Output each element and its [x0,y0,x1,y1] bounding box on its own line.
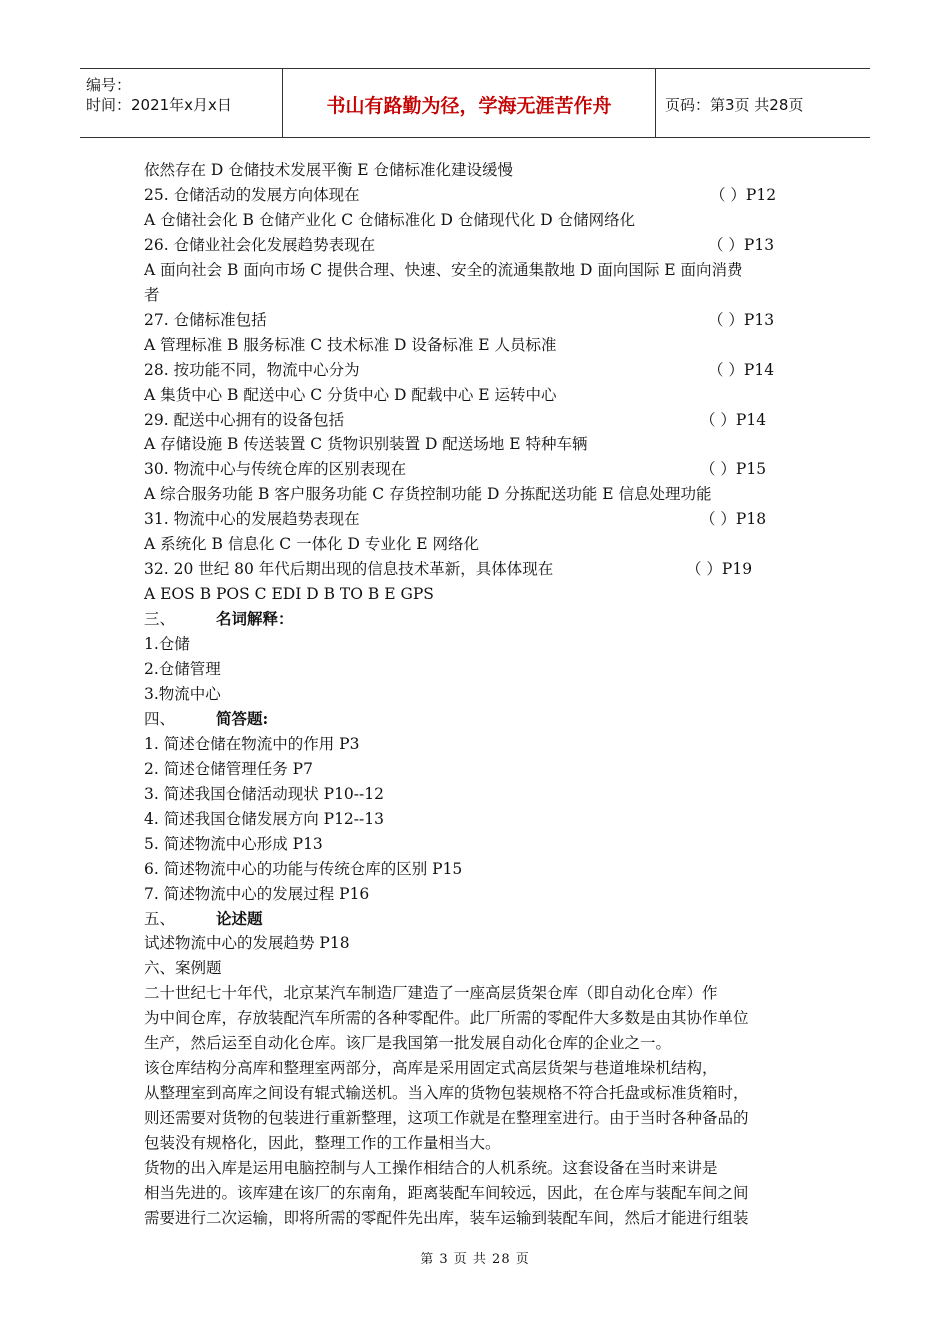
line-text: 5. 简述物流中心形成 P13 [144,835,323,853]
line-text: 27. 仓储标准包括 [144,311,267,329]
answer-page-ref: （ ）P18 [700,510,767,528]
section-heading-text: 简答题: [216,709,269,728]
text-line [144,1083,749,1103]
text-line [144,1033,671,1053]
line-text: 2.仓储管理 [144,660,221,678]
text-line [144,484,712,504]
line-text: 该仓库结构分高库和整理室两部分，高库是采用固定式高层货架与巷道堆垛机结构， [144,1059,718,1077]
text-line [144,160,513,180]
line-text: 25. 仓储活动的发展方向体现在 [144,186,360,204]
text-line [144,335,557,355]
answer-page-ref: （ ）P19 [686,560,753,578]
line-text: 3.物流中心 [144,685,221,703]
page-header [80,68,870,138]
header-motto-cell [282,69,656,137]
line-text: 30. 物流中心与传统仓库的区别表现在 [144,460,407,478]
line-text: 生产，然后运至自动化仓库。该厂是我国第一批发展自动化仓库的企业之一。 [144,1034,672,1052]
text-line [144,1108,749,1128]
line-text: 3. 简述我国仓储活动现状 P10--12 [144,785,384,803]
line-text: 6. 简述物流中心的功能与传统仓库的区别 P15 [144,860,463,878]
header-motto: 书山有路勤为径，学海无涯苦作舟 [326,95,612,117]
line-text: 1.仓储 [144,635,190,653]
text-line [144,459,406,479]
header-page-code: 页码：第3页 共28页 [665,96,804,114]
text-line [144,983,718,1003]
text-line [144,1008,749,1028]
text-line [144,360,360,380]
line-text: A 存储设施 B 传送装置 C 货物识别装置 D 配送场地 E 特种车辆 [144,435,588,453]
line-text: 三、 [144,610,176,628]
header-info-cell [80,69,282,137]
text-line [144,385,557,405]
line-text: 1. 简述仓储在物流中的作用 P3 [144,735,360,753]
text-line [144,210,635,230]
line-text: A 仓储社会化 B 仓储产业化 C 仓储标准化 D 仓储现代化 D 仓储网络化 [144,211,636,229]
line-text: 4. 简述我国仓储发展方向 P12--13 [144,810,384,828]
line-text: 26. 仓储业社会化发展趋势表现在 [144,236,376,254]
document-date-label: 时间：2021年x月x日 [86,96,232,114]
text-line [144,584,434,604]
text-line [144,185,360,205]
line-text: A 集货中心 B 配送中心 C 分货中心 D 配载中心 E 运转中心 [144,386,557,404]
text-line [144,859,462,879]
text-line [144,534,479,554]
answer-page-ref: （ ）P14 [700,411,767,429]
text-line [144,310,267,330]
text-line [144,759,313,779]
line-text: 29. 配送中心拥有的设备包括 [144,411,345,429]
line-text: 者 [144,286,160,304]
text-line [144,933,350,953]
document-number-label: 编号： [86,76,132,94]
text-line [144,434,588,454]
line-text: 六、案例题 [144,959,222,977]
answer-page-ref: （ ）P12 [710,186,777,204]
text-line [144,834,323,854]
text-line [144,509,360,529]
line-text: 则还需要对货物的包装进行重新整理，这项工作就是在整理室进行。由于当时各种备品的 [144,1109,749,1127]
line-text: 32. 20 世纪 80 年代后期出现的信息技术革新，具体体现在 [144,560,554,578]
line-text: A EOS B POS C EDI D B TO B E GPS [144,585,434,603]
text-line [144,659,221,679]
answer-page-ref: （ ）P13 [708,236,775,254]
line-text: A 系统化 B 信息化 C 一体化 D 专业化 E 网络化 [144,535,480,553]
line-text: 货物的出入库是运用电脑控制与人工操作相结合的人机系统。这套设备在当时来讲是 [144,1159,718,1177]
line-text: 相当先进的。该库建在该厂的东南角，距离装配车间较远，因此，在仓库与装配车间之间 [144,1184,749,1202]
text-line [144,1058,718,1078]
answer-page-ref: （ ）P13 [708,311,775,329]
text-line [144,684,221,704]
text-line [144,734,359,754]
text-line [144,884,369,904]
text-line [144,410,344,430]
line-text: 2. 简述仓储管理任务 P7 [144,760,313,778]
text-line [144,634,190,654]
answer-page-ref: （ ）P14 [708,361,775,379]
line-text: 31. 物流中心的发展趋势表现在 [144,510,360,528]
line-text: 需要进行二次运输，即将所需的零配件先出库，装车运输到装配车间，然后才能进行组装 [144,1209,749,1227]
line-text: 五、 [144,910,176,928]
text-line [144,285,160,305]
text-line [144,909,263,929]
page-footer: 第 3 页 共 28 页 [420,1252,530,1267]
text-line [144,1208,749,1228]
header-page-cell [655,69,870,137]
text-line [144,784,384,804]
text-line [144,958,222,978]
line-text: 从整理室到高库之间设有辊式输送机。当入库的货物包装规格不符合托盘或标准货箱时， [144,1084,749,1102]
answer-page-ref: （ ）P15 [700,460,767,478]
line-text: 为中间仓库，存放装配汽车所需的各种零配件。此厂所需的零配件大多数是由其协作单位 [144,1009,749,1027]
text-line [144,809,384,829]
text-line [144,1183,749,1203]
line-text: 二十世纪七十年代，北京某汽车制造厂建造了一座高层货架仓库（即自动化仓库）作 [144,984,718,1002]
section-heading-text: 论述题 [216,909,263,928]
text-line [144,609,294,629]
section-heading-text: 名词解释： [216,609,294,628]
line-text: 试述物流中心的发展趋势 P18 [144,934,350,952]
line-text: A 管理标准 B 服务标准 C 技术标准 D 设备标准 E 人员标准 [144,336,557,354]
text-line [144,260,743,280]
line-text: 7. 简述物流中心的发展过程 P16 [144,885,370,903]
line-text: 依然存在 D 仓储技术发展平衡 E 仓储标准化建设缓慢 [144,161,513,179]
text-line [144,1133,501,1153]
line-text: 包装没有规格化，因此，整理工作的工作量相当大。 [144,1134,501,1152]
line-text: 四、 [144,710,176,728]
text-line [144,1158,718,1178]
line-text: A 综合服务功能 B 客户服务功能 C 存货控制功能 D 分拣配送功能 E 信息处理功能 [144,485,712,503]
line-text: 28. 按功能不同，物流中心分为 [144,361,360,379]
text-line [144,235,375,255]
text-line [144,709,268,729]
line-text: A 面向社会 B 面向市场 C 提供合理、快速、安全的流通集散地 D 面向国际 E 面向消费 [144,261,743,279]
text-line [144,559,553,579]
